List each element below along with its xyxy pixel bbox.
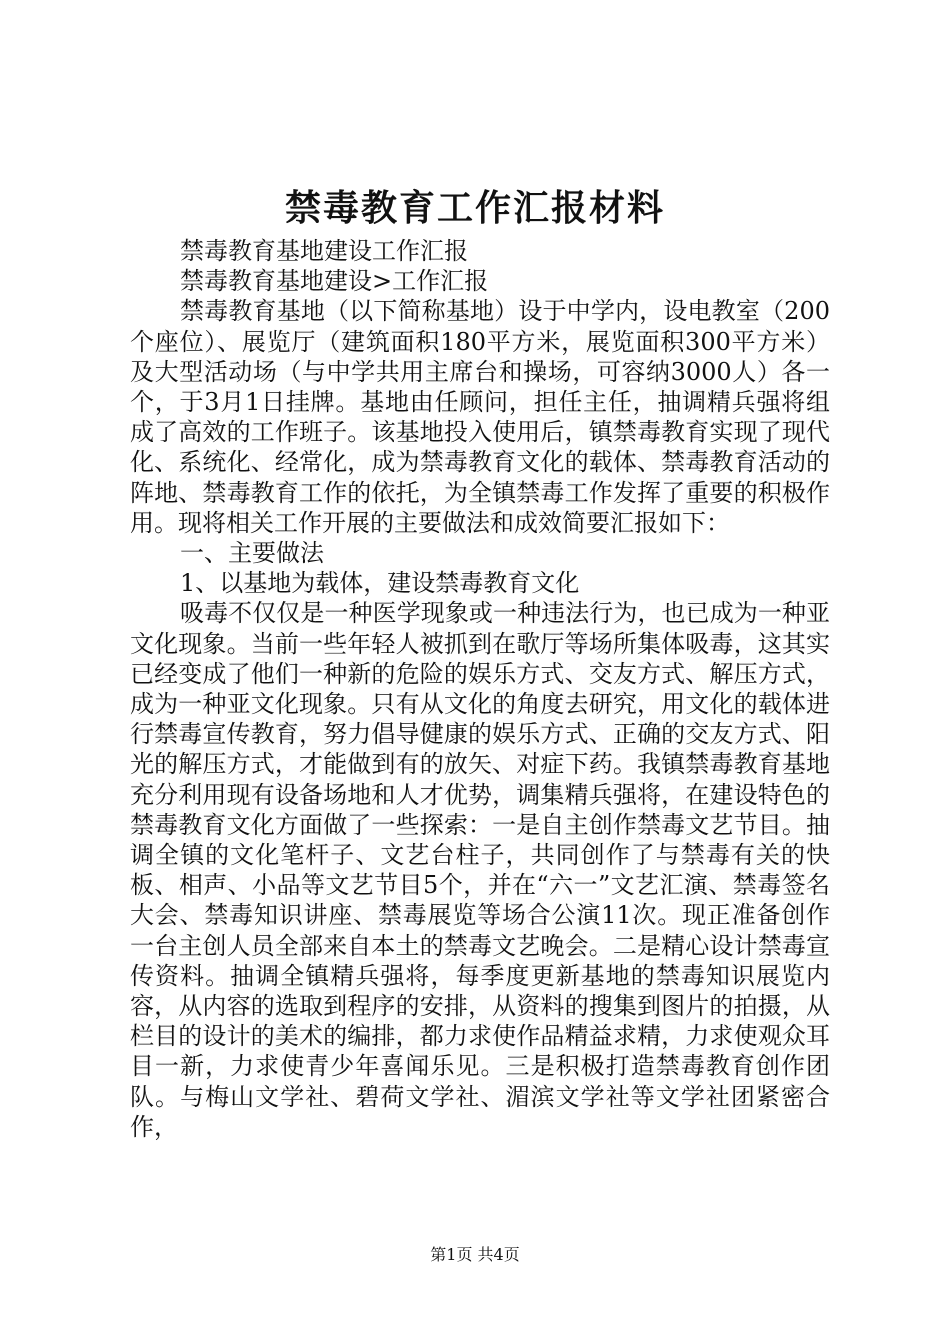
paragraph-body: 吸毒不仅仅是一种医学现象或一种违法行为，也已成为一种亚文化现象。当前一些年轻人被抓到在歌厅等场所集体吸毒，这其实已经变成了他们一种新的危险的娱乐方式、交友方式、解压方式，成为一种亚文化现象。只有从文化的角度去研究，用文化的载体进行禁毒宣传教育，努力倡导健康的娱乐方式、正确的交友方式、阳光的解压方式，才能做到有的放矢、对症下药。我镇禁毒教育基地充分利用现有设备场地和人才优势，调集精兵强将，在建设特色的禁毒教育文化方面做了一些探索：一是自主创作禁毒文艺节目。抽调全镇的文化笔杆子、文艺台柱子，共同创作了与禁毒有关的快板、相声、小品等文艺节目5个，并在“六一”文艺汇演、禁毒签名大会、禁毒知识讲座、禁毒展览等场合公演11次。现正准备创作一台主创人员全部来自本土的禁毒文艺晚会。二是精心设计禁毒宣传资料。抽调全镇精兵强将，每季度更新基地的禁毒知识展览内容，从内容的选取到程序的安排，从资料的搜集到图片的拍摄，从栏目的设计的美术的编排，都力求使作品精益求精，力求使观众耳目一新，力求使青少年喜闻乐见。三是积极打造禁毒教育创作团队。与梅山文学社、碧荷文学社、湄滨文学社等文学社团紧密合作， [130,599,830,1141]
page-footer: 第1页 共4页 [430,1245,520,1264]
paragraph-intro: 禁毒教育基地（以下简称基地）设于中学内，设电教室（200个座位）、展览厅（建筑面积180平方米，展览面积300平方米）及大型活动场（与中学共用主席台和操场，可容纳3000人）各一个，于3月1日挂牌。基地由任顾问，担任主任，抽调精兵强将组成了高效的工作班子。该基地投入使用后，镇禁毒教育实现了现代化、系统化、经常化，成为禁毒教育文化的载体、禁毒教育活动的阵地、禁毒教育工作的依托，为全镇禁毒工作发挥了重要的积极作用。现将相关工作开展的主要做法和成效简要汇报如下： [130,297,830,537]
document-title: 禁毒教育工作汇报材料 [284,187,665,229]
section-heading: 一、主要做法 [180,539,324,568]
subsection-heading: 1、以基地为载体，建设禁毒教育文化 [180,569,580,598]
paragraph-heading-2: 禁毒教育基地建设>工作汇报 [180,267,489,296]
paragraph-heading-1: 禁毒教育基地建设工作汇报 [180,237,468,265]
document-body [130,236,830,1142]
